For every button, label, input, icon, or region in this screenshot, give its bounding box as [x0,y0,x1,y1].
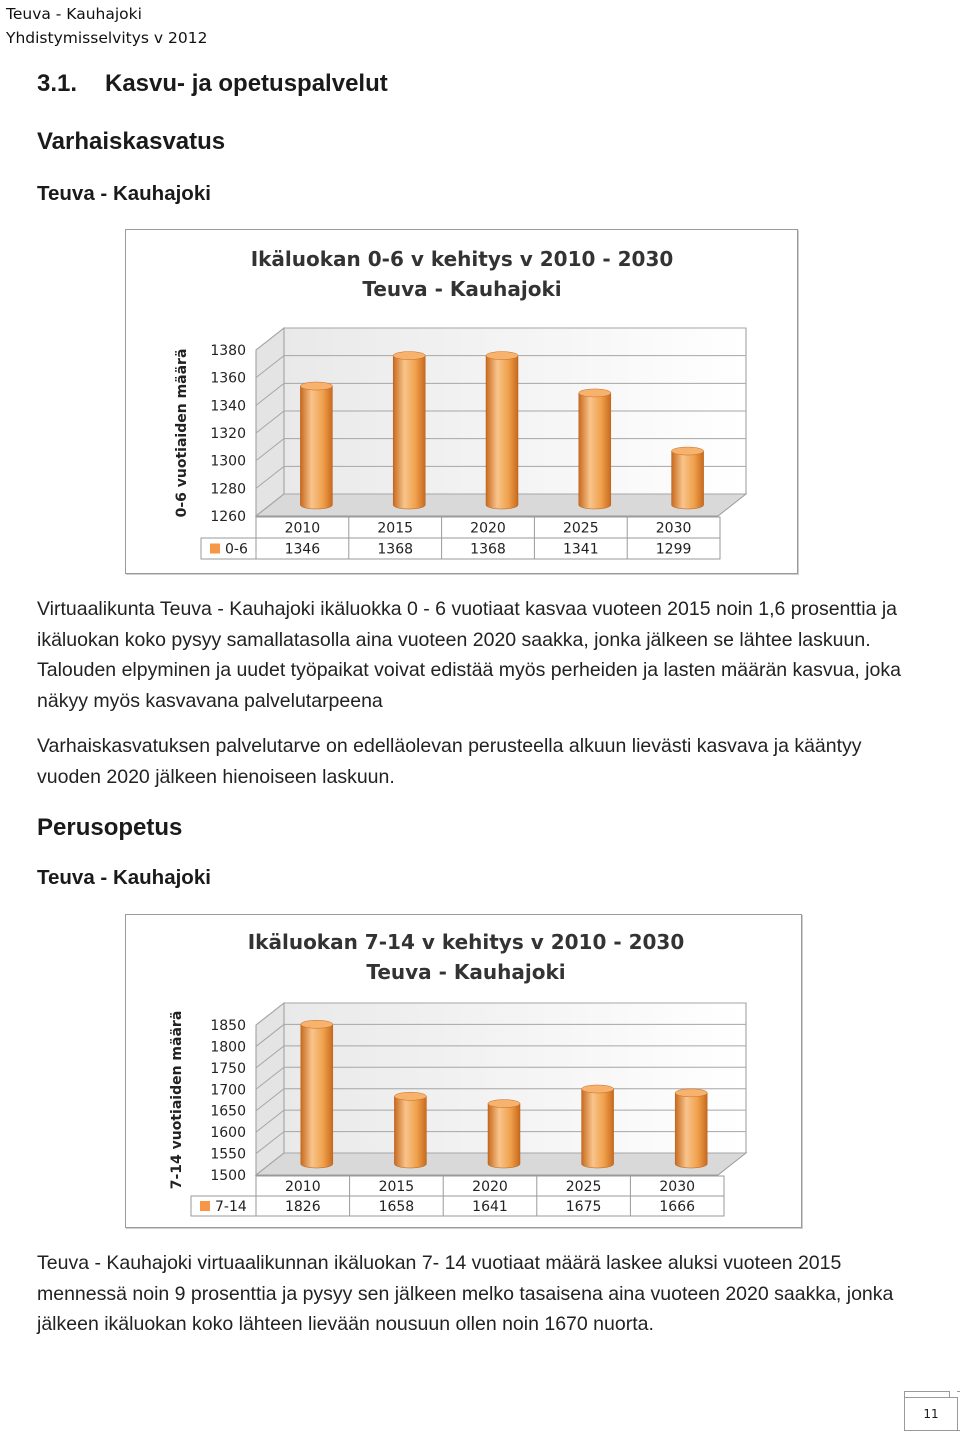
chart-y-tick-label: 1700 [210,1082,246,1099]
subheading-perusopetus: Teuva - Kauhajoki [37,866,211,889]
paragraph-varhaiskasvatus-2: Varhaiskasvatuksen palvelutarve on edelläolevan perusteella alkuun lievästi kasvava ja kääntyy vuoden 2020 jälkeen hienoiseen laskuun. [37,735,862,788]
chart-subtitle: Teuva - Kauhajoki [366,960,566,984]
chart-x-tick-label: 2010 [284,520,321,537]
chart-bar [394,1096,426,1168]
chart-data-label: 1675 [565,1199,602,1215]
chart-data-label: 1341 [562,541,599,558]
chart-x-tick-label: 2025 [565,1179,602,1195]
section-number: 3.1. [37,70,78,97]
chart-x-tick-label: 2020 [472,1179,508,1195]
chart-subtitle: Teuva - Kauhajoki [362,277,562,301]
chart-0-6 [126,230,797,573]
chart-title: Ikäluokan 0-6 v kehitys v 2010 - 2030 [250,247,674,271]
chart-data-label: 1641 [472,1199,508,1215]
chart-legend-label: 7-14 [215,1199,247,1215]
chart-x-tick-label: 2020 [470,520,506,537]
chart-bar [301,1024,333,1168]
chart-0-6-frame [125,229,798,574]
chart-data-label: 1666 [659,1199,696,1215]
chart-y-axis-label: 0-6 vuotiaiden määrä [174,348,190,518]
chart-data-label: 1826 [284,1199,321,1215]
chart-data-label: 1368 [470,541,506,558]
chart-bar-top [579,389,611,397]
chart-y-tick-label: 1300 [210,453,246,470]
chart-bar-top [301,1020,333,1028]
chart-y-tick-label: 1600 [210,1125,246,1142]
chart-x-tick-label: 2015 [377,520,414,537]
running-header [6,2,207,50]
chart-y-tick-label: 1260 [210,509,246,525]
chart-y-axis-label: 7-14 vuotiaiden määrä [169,1010,185,1190]
paragraph-varhaiskasvatus-1: Virtuaalikunta Teuva - Kauhajoki ikäluokka 0 - 6 vuotiaat kasvaa vuoteen 2015 noin 1,6 prosenttia ja ikäluokan koko pysyy samallatasolla aina vuoteen 2020 saakka, jonka jälkeen se lähtee laskuun. Talouden elpyminen ja uudet työpaikat voivat edistää myös perheiden ja lasten määrän kasvua, joka näkyy myös kasvavana palvelutarpeena [37,598,901,712]
chart-y-tick-label: 1850 [210,1018,246,1034]
paragraph-perusopetus-1: Teuva - Kauhajoki virtuaalikunnan ikäluokan 7- 14 vuotiaat määrä laskee aluksi vuoteen 2015 mennessä noin 9 prosenttia ja pysyy sen jälkeen melko tasaisena aina vuoteen 2020 saakka, jonka jälkeen ikäluokan koko lähteen lievään nousuun ollen noin 1670 nuorta. [37,1252,894,1335]
heading-perusopetus: Perusopetus [37,814,183,841]
chart-y-tick-label: 1380 [210,343,246,359]
chart-x-tick-label: 2025 [562,520,599,537]
chart-bar-top [394,1092,426,1100]
chart-x-tick-label: 2015 [378,1179,415,1195]
chart-y-tick-label: 1650 [210,1103,246,1120]
chart-x-tick-label: 2010 [284,1179,321,1195]
chart-bar [300,386,332,509]
chart-title: Ikäluokan 7-14 v kehitys v 2010 - 2030 [247,930,685,954]
chart-bar [582,1089,614,1168]
chart-table-data-row [201,538,720,559]
chart-legend-marker [210,544,220,554]
chart-legend-label: 0-6 [225,541,248,558]
subheading-varhaiskasvatus: Teuva - Kauhajoki [37,182,211,205]
chart-bar [672,451,704,509]
chart-bar-top [488,1100,520,1108]
chart-bar [675,1093,707,1168]
chart-legend-marker [200,1201,210,1211]
chart-x-tick-label: 2030 [655,520,692,537]
header-line-1: Teuva - Kauhajoki [6,5,142,23]
page-number: 11 [904,1397,958,1431]
chart-bar [486,356,518,509]
chart-x-tick-label: 2030 [659,1179,696,1195]
chart-y-tick-label: 1360 [210,370,246,387]
chart-data-label: 1346 [284,541,321,558]
chart-bar [393,356,425,509]
chart-y-tick-label: 1320 [210,426,246,442]
chart-y-tick-label: 1500 [210,1168,246,1184]
header-line-2: Yhdistymisselvitys v 2012 [6,29,208,47]
chart-bar-top [393,352,425,360]
chart-y-tick-label: 1750 [210,1060,246,1077]
chart-7-14 [126,915,801,1227]
chart-y-tick-label: 1550 [210,1146,246,1163]
chart-bar-top [672,447,704,455]
section-heading [37,70,388,98]
chart-bar-top [675,1089,707,1097]
chart-bar-top [300,382,332,390]
chart-bar-top [582,1085,614,1093]
chart-y-tick-label: 1340 [210,398,246,415]
heading-varhaiskasvatus: Varhaiskasvatus [37,128,226,155]
chart-y-tick-label: 1280 [210,481,246,498]
chart-7-14-frame [125,914,802,1228]
section-title: Kasvu- ja opetuspalvelut [105,70,388,97]
chart-data-label: 1368 [377,541,414,558]
chart-side-wall [256,1003,284,1175]
chart-y-tick-label: 1800 [210,1039,246,1056]
chart-data-label: 1658 [378,1199,415,1215]
chart-bar-top [486,352,518,360]
chart-bar [488,1104,520,1168]
chart-bar [579,393,611,509]
chart-data-label: 1299 [655,541,692,558]
chart-table-data-row [191,1196,724,1216]
